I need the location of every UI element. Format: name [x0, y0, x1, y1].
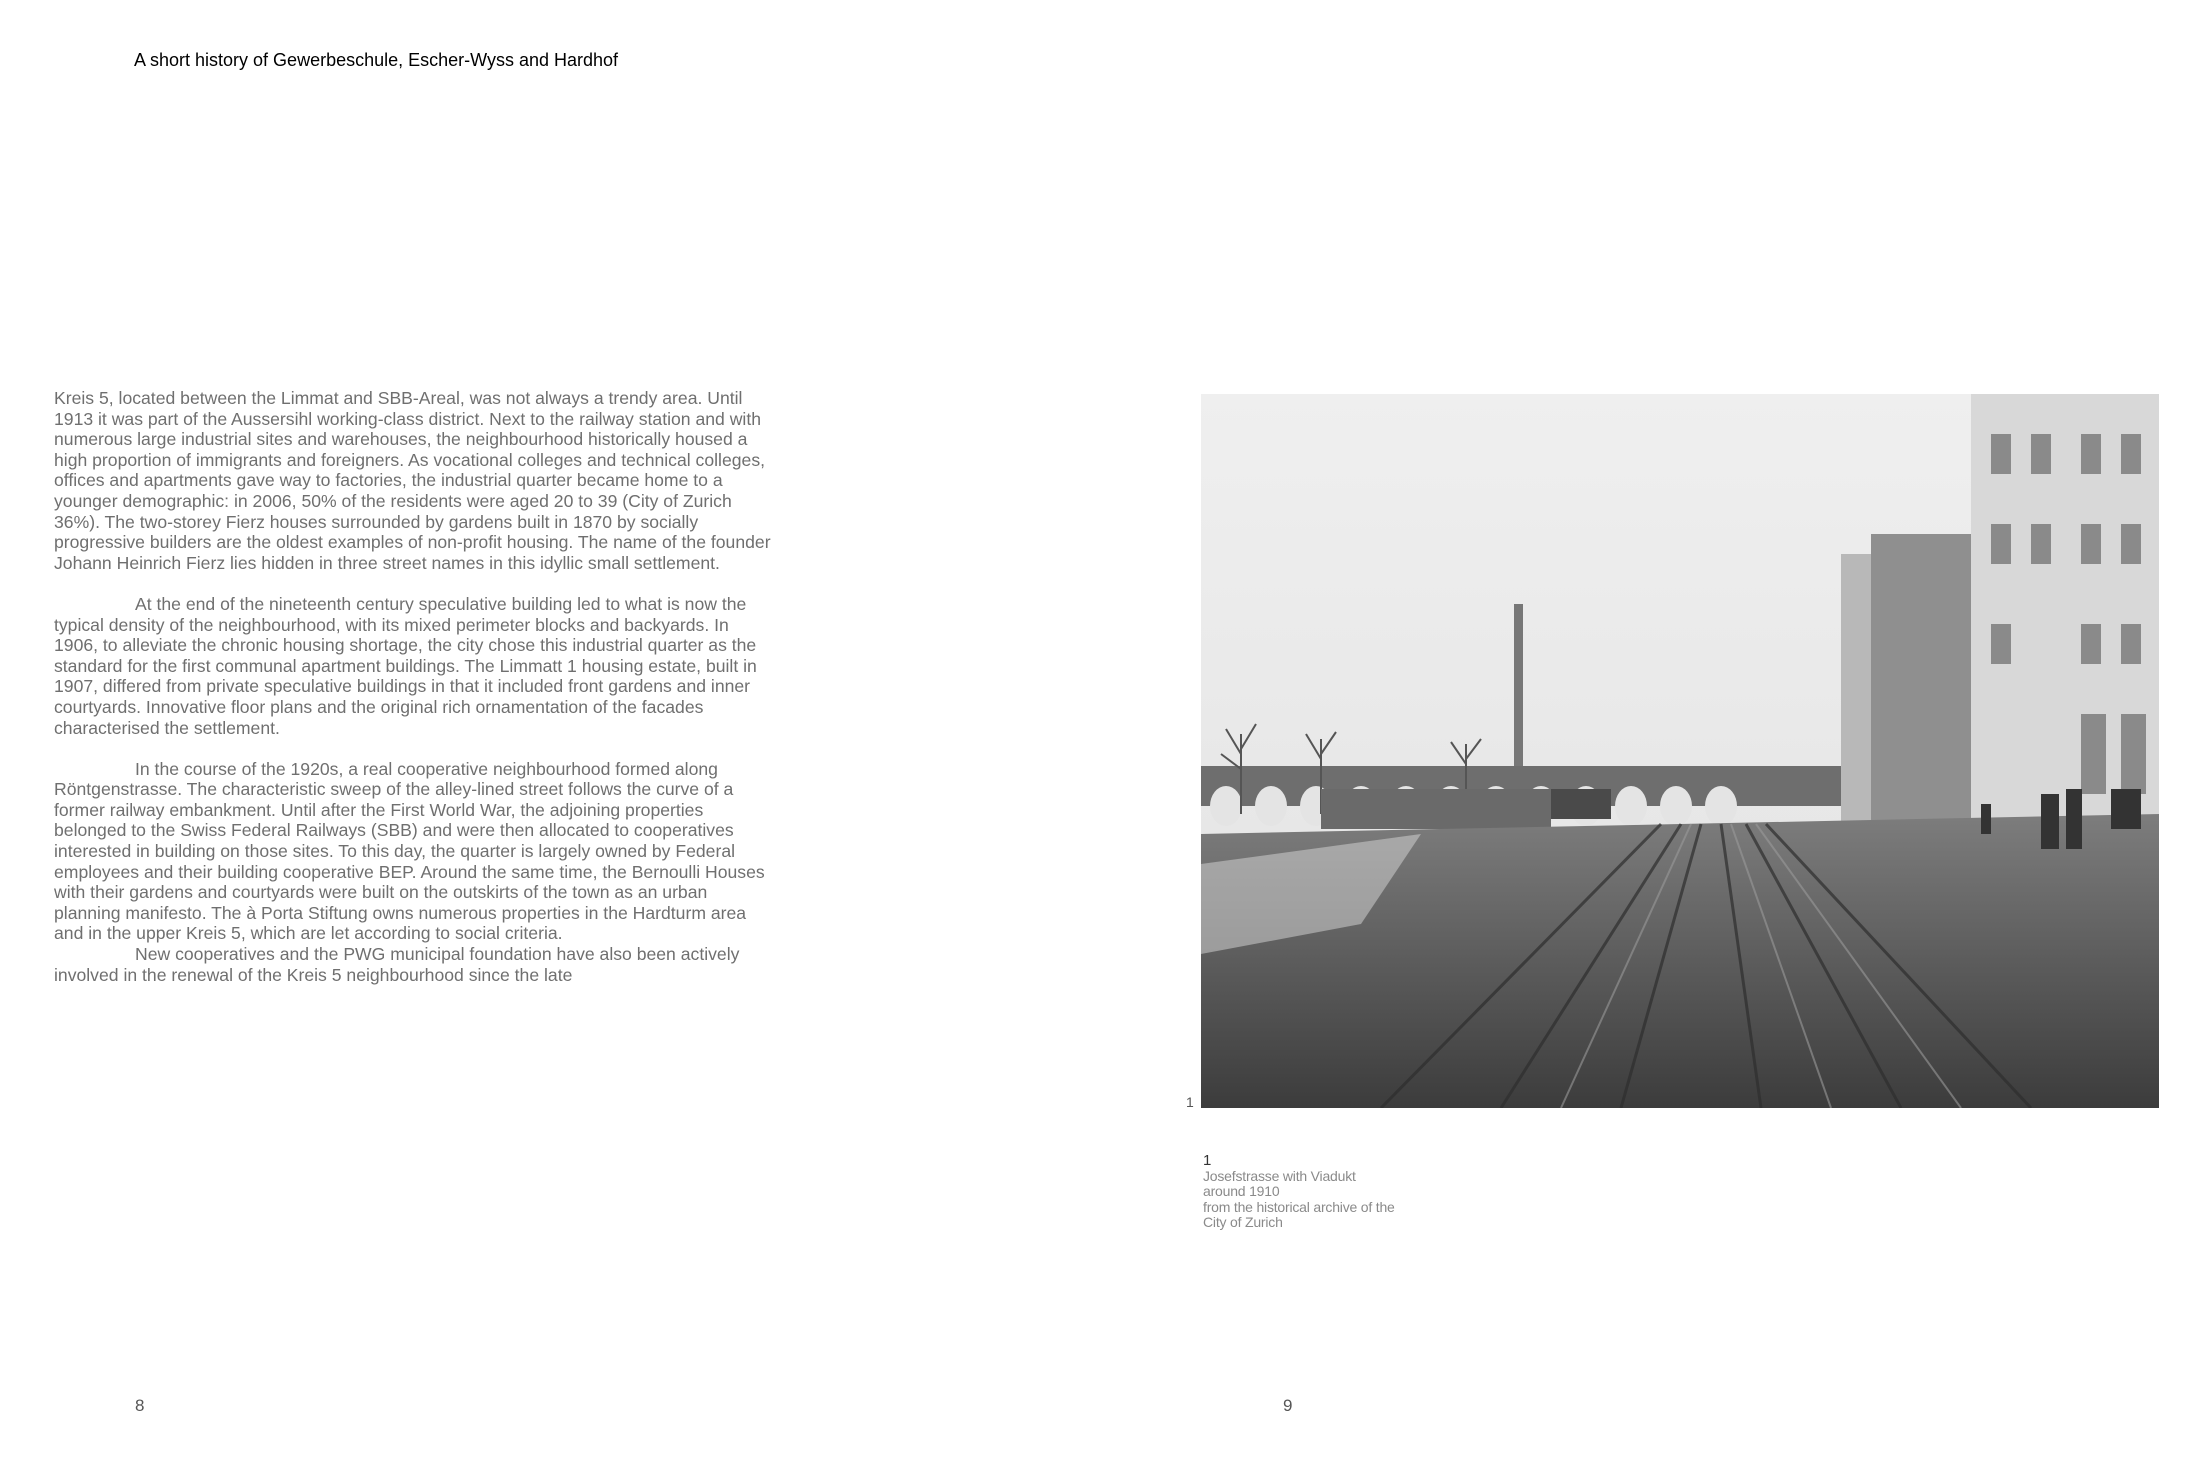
caption-line: City of Zurich [1203, 1214, 1283, 1231]
caption-line: Josefstrasse with Viadukt [1203, 1167, 1356, 1184]
paragraph-1: Kreis 5, located between the Limmat and SBB-Areal, was not always a trendy area. Until 1913 it was part of the Aussersihl working-class district. Next to the railway station and with numerous large industrial sites and warehouses, the neighbourhood historically housed a high proportion of immigrants and foreigners. As vocational colleges and technical colleges, offices and apartments gave way to factories, the industrial quarter became home to a younger demographic: in 2006, 50% of the residents were aged 20 to 39 (City of Zurich 36%). The two-storey Fierz houses surrounded by gardens built in 1870 by socially progressive builders are the oldest examples of non-profit housing. The name of the founder Johann Heinrich Fierz lies hidden in three street names in this idyllic small settlement. [54, 388, 771, 573]
caption-line: from the historical archive of the [1203, 1198, 1395, 1215]
page-number-left: 8 [135, 1396, 145, 1415]
caption-number: 1 [1203, 1152, 1212, 1169]
body-text [54, 388, 774, 985]
paragraph-2: At the end of the nineteenth century speculative building led to what is now the typical density of the neighbourhood, with its mixed perimeter blocks and backyards. In 1906, to alleviate the chronic housing shortage, the city chose this industrial quarter as the standard for the first communal apartment buildings. The Limmatt 1 housing estate, built in 1907, differed from private speculative buildings in that it included front gardens and inner courtyards. Innovative floor plans and the original rich ornamentation of the facades characterised the settlement. [54, 593, 757, 738]
figure-caption [1203, 1153, 1463, 1231]
caption-line: around 1910 [1203, 1183, 1280, 1200]
paragraph-4: New cooperatives and the PWG municipal foundation have also been actively involved in the renewal of the Kreis 5 neighbourhood since the late [54, 944, 740, 985]
paragraph-3: In the course of the 1920s, a real cooperative neighbourhood formed along Röntgenstrasse. The characteristic sweep of the alley-lined street follows the curve of a former railway embankment. Until after the First World War, the adjoining properties belonged to the Swiss Federal Railways (SBB) and were then allocated to cooperatives interested in building on those sites. To this day, the quarter is largely owned by Federal employees and their building cooperative BEP. Around the same time, the Bernoulli Houses with their gardens and courtyards were built on the outskirts of the town as an urban planning manifesto. The à Porta Stiftung owns numerous properties in the Hardturm area and in the upper Kreis 5, which are let according to social criteria. [54, 758, 765, 944]
running-header: A short history of Gewerbeschule, Escher-Wyss and Hardhof [134, 50, 619, 70]
page-number-right: 9 [1283, 1396, 1293, 1415]
figure-marker: 1 [1186, 1094, 1194, 1110]
historical-photo-josefstrasse [1201, 394, 2159, 1108]
